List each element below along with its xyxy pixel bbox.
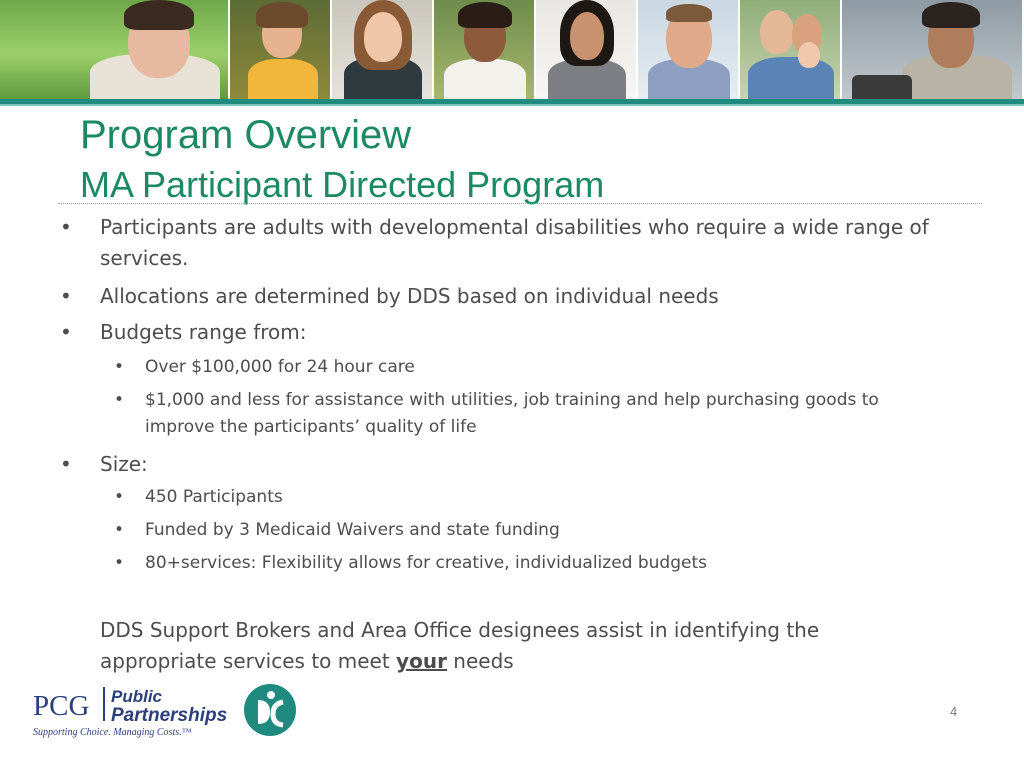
dc-logo-icon <box>244 684 296 736</box>
header-teal-accent <box>0 104 1024 106</box>
pcg-public-partnerships-logo <box>33 685 233 745</box>
closing-note-end: needs <box>446 649 514 673</box>
page-title: Program Overview <box>80 113 412 157</box>
sub-bullet-funding: • Funded by 3 Medicaid Waivers and state funding <box>145 517 945 544</box>
page-number: 4 <box>950 704 958 719</box>
photo-3 <box>332 0 434 99</box>
pcg-logo-graphic <box>33 685 233 745</box>
page-subtitle: MA Participant Directed Program <box>80 164 605 205</box>
photo-8 <box>842 0 1022 99</box>
photo-5 <box>536 0 638 99</box>
sub-bullet-over-100000: • Over $100,000 for 24 hour care <box>145 354 945 381</box>
closing-note-text: DDS Support Brokers and Area Office designees assist in identifying the appropriate services to meet <box>100 618 820 673</box>
bullet-participants: • Participants are adults with developmental disabilities who require a wide range of services. <box>100 212 970 274</box>
pcg-logo-text: PCG <box>33 690 90 722</box>
sub-bullet-services: • 80+services: Flexibility allows for creative, individualized budgets <box>145 550 945 577</box>
closing-note <box>100 615 900 677</box>
bullet-size: • Size: <box>100 449 970 480</box>
pp-logo-line2: Partnerships <box>111 705 228 726</box>
pp-logo-line1: Public <box>111 687 163 706</box>
closing-note-emphasis: your <box>396 649 447 673</box>
photo-7 <box>740 0 842 99</box>
logo-divider <box>103 687 105 721</box>
photo-2 <box>230 0 332 99</box>
sub-bullet-1000-and-less: • $1,000 and less for assistance with utilities, job training and help purchasing goods to improve the participants’ quality of life <box>145 387 945 441</box>
title-divider <box>58 203 982 204</box>
dc-circle-logo <box>244 684 296 736</box>
photo-6 <box>638 0 740 99</box>
photo-1 <box>0 0 230 99</box>
photo-4 <box>434 0 536 99</box>
header-photo-strip <box>0 0 1024 99</box>
bullet-budgets: • Budgets range from: <box>100 317 970 348</box>
bullet-allocations: • Allocations are determined by DDS based on individual needs <box>100 281 970 312</box>
sub-bullet-participants-count: • 450 Participants <box>145 484 945 511</box>
pcg-tagline: Supporting Choice. Managing Costs.™ <box>33 727 192 738</box>
